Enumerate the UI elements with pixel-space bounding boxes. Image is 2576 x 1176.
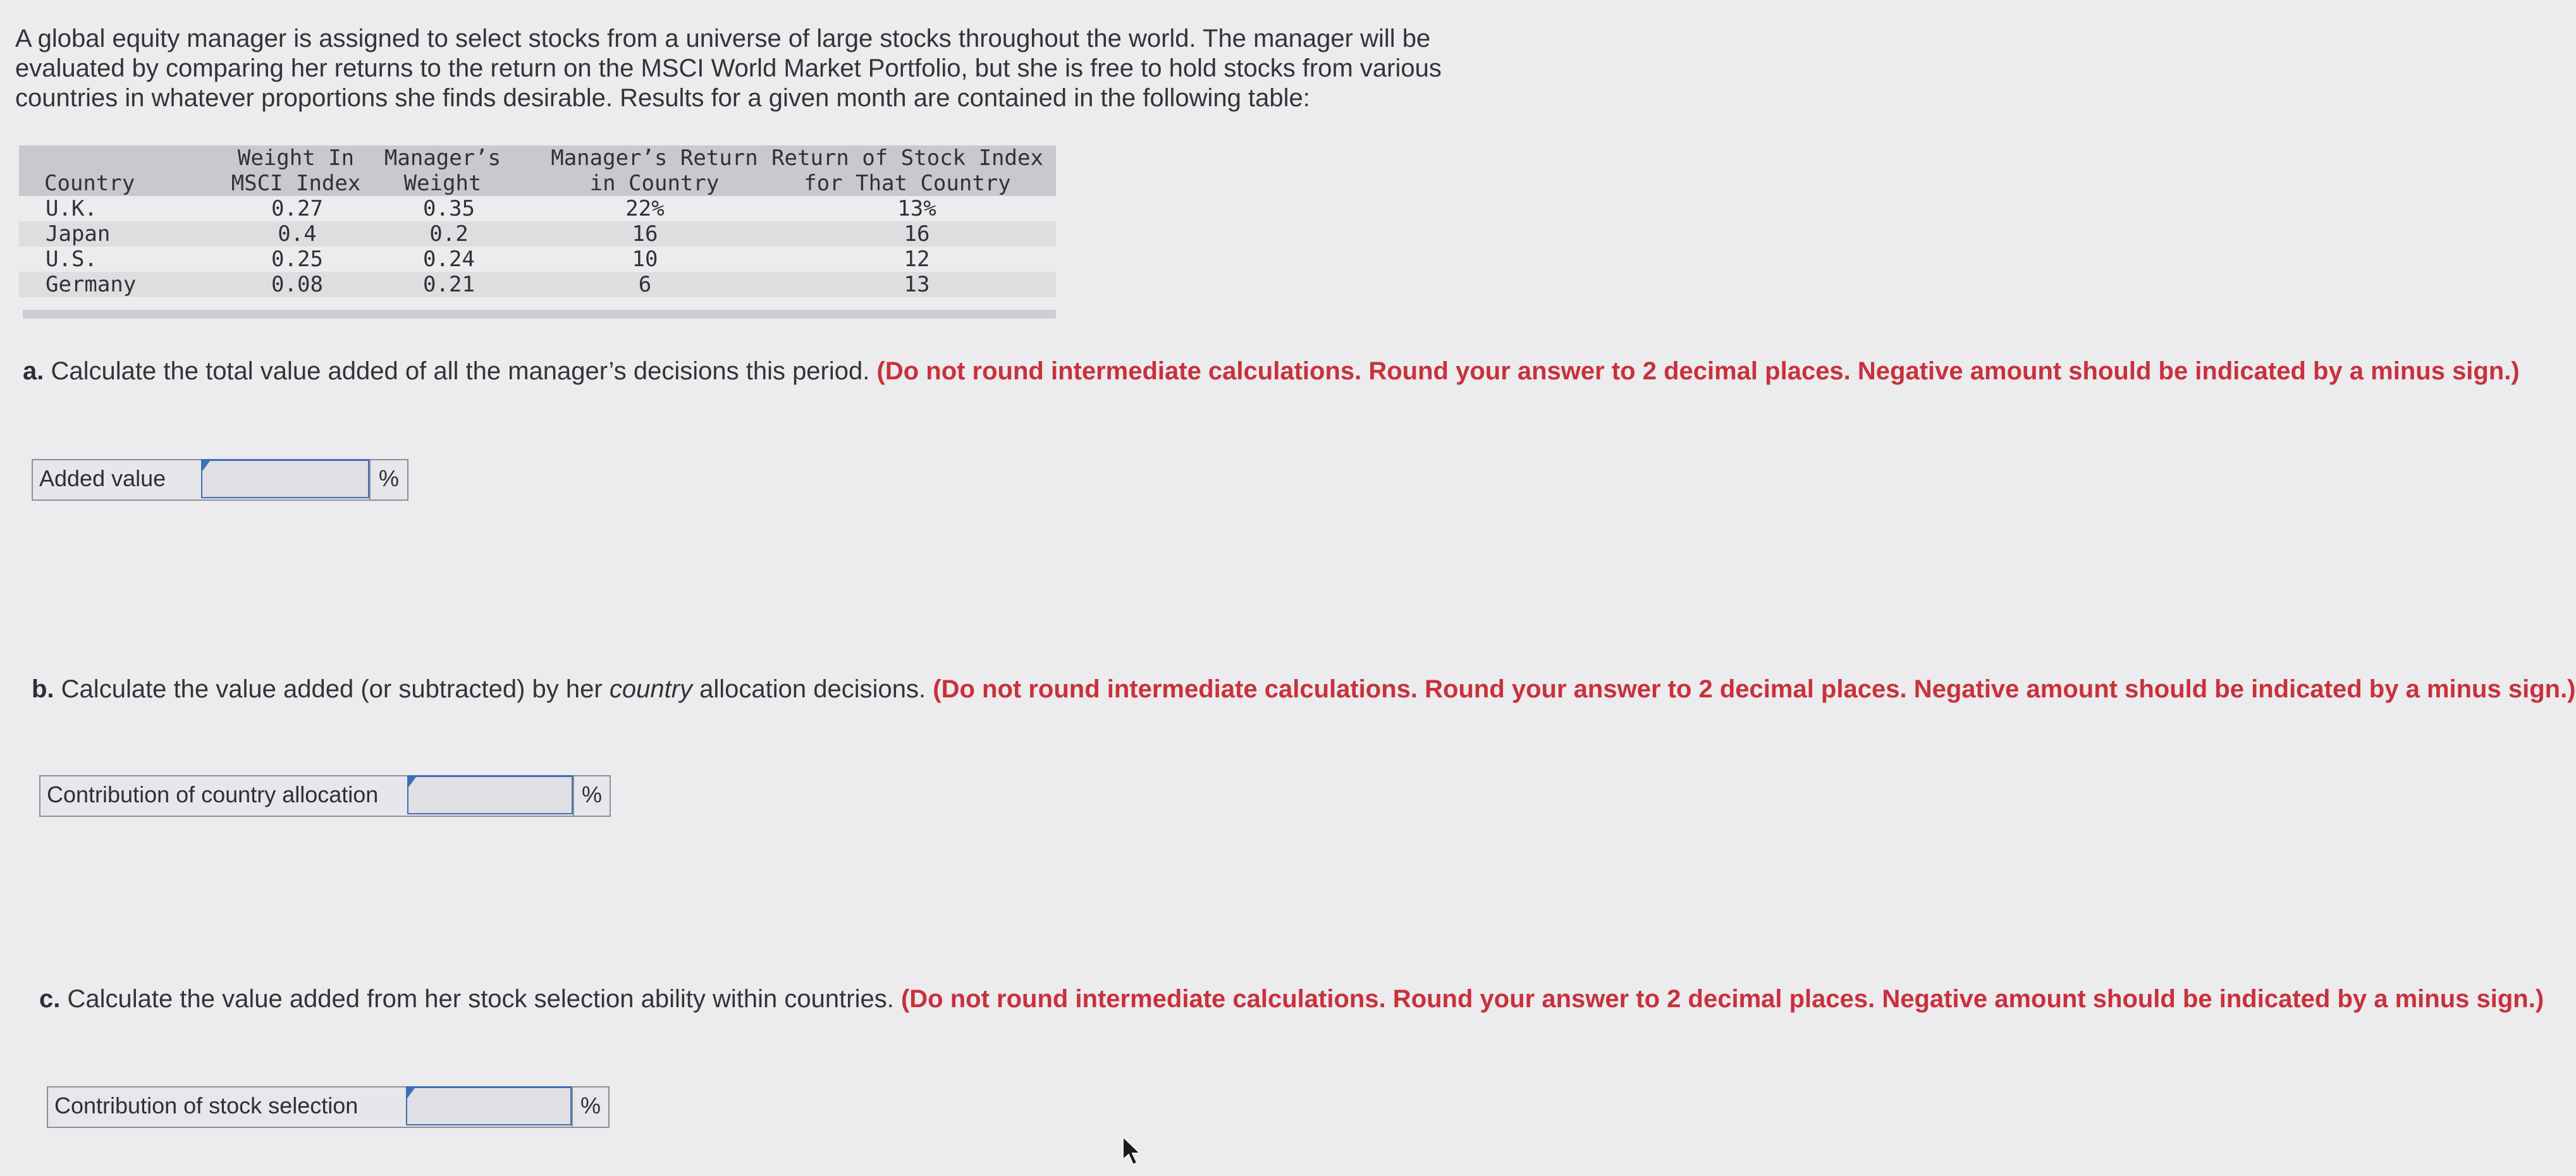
header-manager-weight: Manager’s Weight xyxy=(384,145,501,196)
stock-selection-answer-row xyxy=(47,1086,610,1128)
returns-table xyxy=(19,145,1056,297)
cell-manager-return: 22% xyxy=(625,196,665,221)
cell-manager-return: 10 xyxy=(632,247,658,272)
cell-msci-weight: 0.25 xyxy=(271,247,323,272)
added-value-input[interactable] xyxy=(202,461,368,497)
cell-manager-weight: 0.2 xyxy=(429,221,469,247)
stock-selection-input[interactable] xyxy=(407,1088,570,1124)
problem-intro: A global equity manager is assigned to select stocks from a universe of large stocks throughout the world. The manager will be evaluated by comparing her returns to the return on the MSCI World Market Portfolio, but she is free to hold stocks from various countries in whatever proportions she finds desirable. Results for a given month are contained in the following table: xyxy=(15,25,1442,112)
cell-country: U.K. xyxy=(46,196,97,221)
cell-msci-weight: 0.4 xyxy=(278,221,317,247)
cell-manager-return: 6 xyxy=(638,272,652,297)
question-b: b. Calculate the value added (or subtracted) by her country allocation decisions. (Do not round intermediate calculations. Round your answer to 2 decimal places. Negative amount should be indicated by a minus sign.) xyxy=(32,675,2576,703)
header-country: Country xyxy=(44,171,135,196)
cell-index-return: 13% xyxy=(897,196,936,221)
stock-selection-label: Contribution of stock selection xyxy=(54,1093,359,1118)
question-c: c. Calculate the value added from her stock selection ability within countries. (Do not round intermediate calculations. Round your answer to 2 decimal places. Negative amount should be indicated by a minus sign.) xyxy=(39,985,2544,1013)
cell-msci-weight: 0.27 xyxy=(271,196,323,221)
percent-unit: % xyxy=(572,1087,608,1127)
cell-index-return: 12 xyxy=(904,247,930,272)
country-allocation-input[interactable] xyxy=(408,777,572,813)
cell-manager-return: 16 xyxy=(632,221,658,247)
country-allocation-answer-row xyxy=(39,775,611,817)
question-a-instruction: (Do not round intermediate calculations. Round your answer to 2 decimal places. Negative amount should be indicated by a minus sign.) xyxy=(876,357,2520,385)
added-value-field-wrapper xyxy=(201,459,369,498)
cell-manager-weight: 0.21 xyxy=(423,272,475,297)
table-row xyxy=(19,247,1056,272)
question-a: a. Calculate the total value added of all the manager’s decisions this period. (Do not round intermediate calculations. Round your answer to 2 decimal places. Negative amount should be indicated by a minus sign.) xyxy=(23,357,2520,385)
header-msci-weight: Weight In MSCI Index xyxy=(231,145,361,196)
header-manager-return: Manager’s Return in Country xyxy=(551,145,758,196)
table-divider xyxy=(23,310,1056,319)
cell-msci-weight: 0.08 xyxy=(271,272,323,297)
percent-unit: % xyxy=(369,460,407,499)
stock-selection-field-wrapper xyxy=(406,1086,572,1125)
cell-country: U.S. xyxy=(46,247,97,272)
table-row xyxy=(19,272,1056,297)
percent-unit: % xyxy=(573,776,610,816)
mouse-cursor-icon xyxy=(1120,1136,1146,1167)
cell-index-return: 16 xyxy=(904,221,930,247)
cell-index-return: 13 xyxy=(904,272,930,297)
table-row xyxy=(19,221,1056,247)
added-value-answer-row xyxy=(32,459,408,501)
question-c-instruction: (Do not round intermediate calculations. Round your answer to 2 decimal places. Negative amount should be indicated by a minus sign.) xyxy=(900,985,2544,1013)
table-row xyxy=(19,196,1056,221)
cell-manager-weight: 0.24 xyxy=(423,247,475,272)
question-b-instruction: (Do not round intermediate calculations. Round your answer to 2 decimal places. Negative amount should be indicated by a minus sign.) xyxy=(933,675,2576,703)
cell-manager-weight: 0.35 xyxy=(423,196,475,221)
cell-country: Japan xyxy=(46,221,111,247)
header-index-return: Return of Stock Index for That Country xyxy=(771,145,1043,196)
cell-country: Germany xyxy=(46,272,137,297)
country-allocation-label: Contribution of country allocation xyxy=(47,781,379,807)
added-value-label: Added value xyxy=(39,465,166,491)
table-header xyxy=(19,145,1056,196)
country-allocation-field-wrapper xyxy=(407,775,573,814)
table-body xyxy=(19,196,1056,297)
